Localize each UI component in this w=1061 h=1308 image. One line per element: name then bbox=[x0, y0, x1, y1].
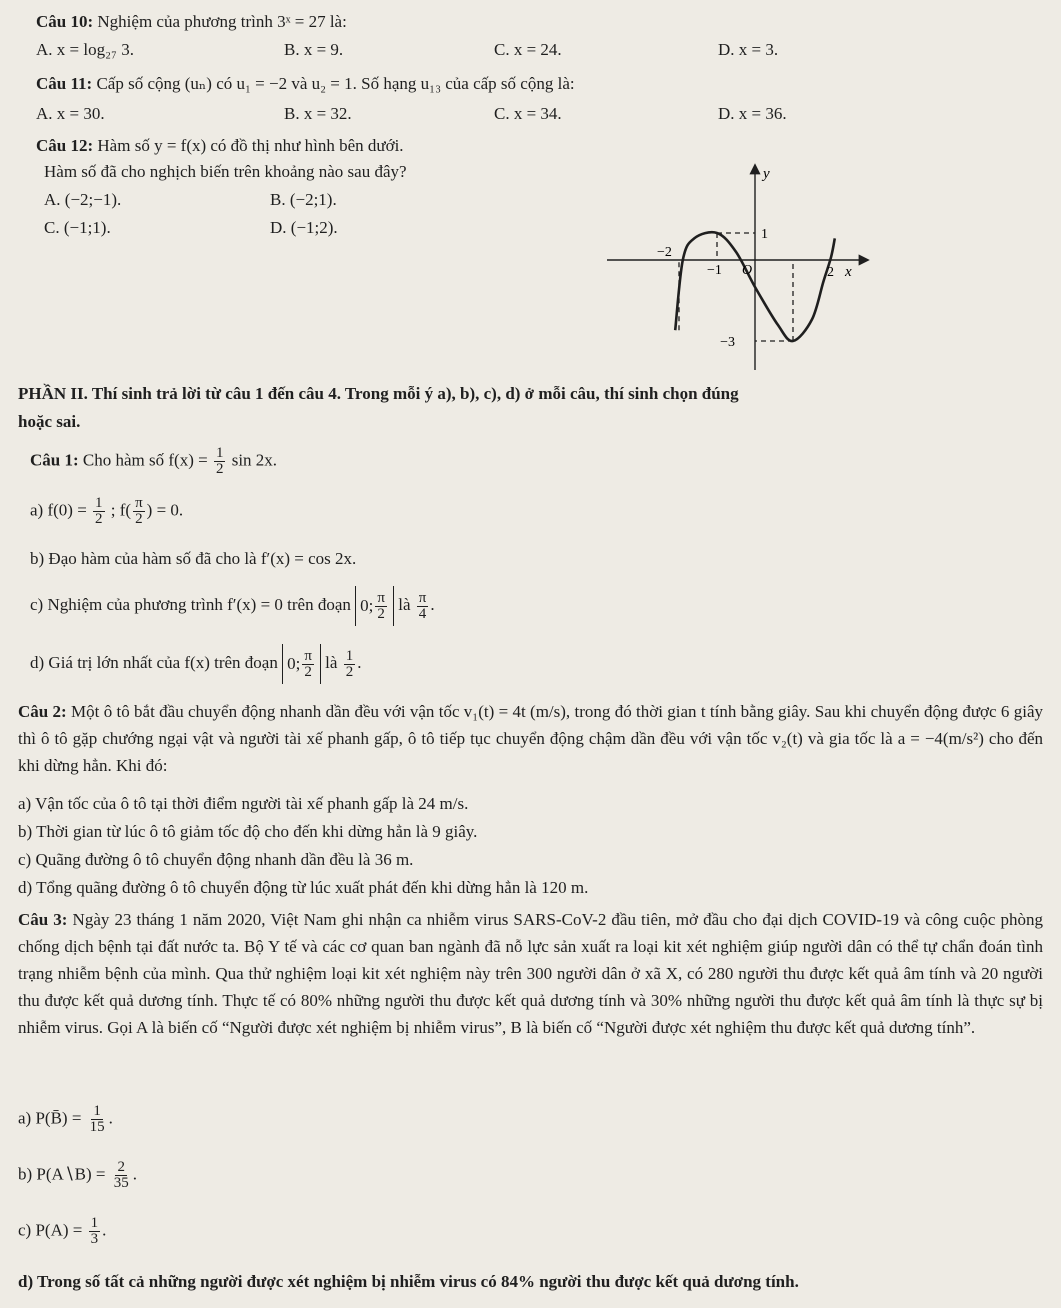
q10-option-c: C. x = 24. bbox=[494, 40, 562, 59]
frac-den: 2 bbox=[345, 663, 354, 680]
frac-den: 35 bbox=[113, 1175, 129, 1191]
frac-den: 2 bbox=[215, 461, 224, 477]
part2-title-cont: hoặc sai. bbox=[18, 412, 81, 431]
c3-label: Câu 3: bbox=[18, 910, 68, 929]
c2-a: a) Vận tốc của ô tô tại thời điểm người tài xế phanh gấp là 24 m/s. bbox=[18, 794, 469, 813]
c2-text: Một ô tô bắt đầu chuyển động nhanh dần đều với vận tốc v₁(t) = 4t (m/s), trong đó thời gian t tính bằng giây. Sau khi chuyển động được 6 giây thì ô tô gặp chướng ngại vật và người tài xế phanh gấp, ô tô tiếp tục chuyển động chậm dần đều với vận tốc v₂(t) và gia tốc là a = −4(m/s²) cho đến khi dừng hẳn. Khi đó: bbox=[18, 702, 1043, 775]
c3-b: b) P(A∖B) = $\frac{2}{35}$ . bbox=[18, 1159, 137, 1191]
frac-den: 2 bbox=[135, 511, 143, 527]
q11-stem bbox=[36, 74, 575, 94]
c3-text: Ngày 23 tháng 1 năm 2020, Việt Nam ghi nhận ca nhiễm virus SARS-CoV-2 đầu tiên, mở đầu cho đại dịch COVID-19 và công cuộc phòng chống dịch bệnh tại đất nước ta. Bộ Y tế và các cơ quan ban ngành đã nỗ lực sản xuất ra loại kit xét nghiệm giúp người dân có thể tự chẩn đoán tình trạng nhiễm bệnh của mình. Qua thử nghiệm loại kit xét nghiệm này trên 300 người dân ở xã X, có 280 người thu được kết quả âm tính và 20 người thu được kết quả dương tính. Thực tế có 80% những người thu được kết quả dương tính và 30% những người thu được kết quả âm tính là thực sự bị nhiễm virus. Gọi A là biến cố “Người được xét nghiệm bị nhiễm virus”, B là biến cố “Người được xét nghiệm thu được kết quả dương tính”. bbox=[18, 910, 1043, 1037]
c1-d-mid: là bbox=[325, 652, 338, 672]
c1-half-fraction bbox=[214, 446, 226, 477]
c1-c-mid: là bbox=[398, 594, 411, 614]
c1-a-pre: a) f(0) = bbox=[30, 500, 87, 520]
frac-num: 1 bbox=[90, 1215, 99, 1231]
c1-c-pre: c) Nghiệm của phương trình f′(x) = 0 trên đoạn bbox=[30, 594, 351, 614]
c1-stem bbox=[30, 446, 277, 477]
q11-option-a: A. x = 30. bbox=[36, 104, 105, 123]
frac-num: 1 bbox=[93, 1103, 101, 1119]
c2-c: c) Quãng đường ô tô chuyển động nhanh dần đều là 36 m. bbox=[18, 850, 414, 869]
c3-a: a) P(B̄) = $\frac{1}{15}$ . bbox=[18, 1103, 113, 1135]
q12-stem bbox=[36, 136, 404, 156]
c1-a-end: ) = 0. bbox=[146, 500, 184, 520]
frac-num: π bbox=[377, 589, 385, 606]
frac-num: 1 bbox=[95, 495, 103, 511]
origin-label: O bbox=[742, 263, 753, 278]
c3-paragraph bbox=[18, 906, 1043, 1041]
c3-b-pre: b) P(A∖B) = bbox=[18, 1164, 106, 1184]
function-graph bbox=[605, 160, 875, 380]
c2-paragraph bbox=[18, 698, 1043, 779]
c1-a-pi-half bbox=[133, 496, 145, 527]
c3-c-pre: c) P(A) = bbox=[18, 1220, 83, 1240]
frac-den: 3 bbox=[90, 1231, 99, 1247]
tick-label-1: 1 bbox=[761, 227, 768, 242]
c3-a-fraction bbox=[88, 1104, 107, 1135]
c1-b: b) Đạo hàm của hàm số đã cho là f′(x) = cos 2x. bbox=[30, 549, 357, 568]
frac-num: 1 bbox=[345, 647, 354, 664]
c3-c-fraction bbox=[89, 1216, 101, 1247]
c3-a-pre: a) P(B̄) = bbox=[18, 1108, 82, 1128]
y-axis-label: y bbox=[763, 166, 770, 182]
frac-num: π bbox=[304, 647, 312, 664]
c2-b: b) Thời gian từ lúc ô tô giảm tốc độ cho đến khi dừng hẳn là 9 giây. bbox=[18, 822, 478, 841]
interval-end bbox=[302, 649, 314, 680]
frac-den: 2 bbox=[377, 605, 385, 622]
c1-c: c) Nghiệm của phương trình f′(x) = 0 trên đoạn 0; $\frac{\pi}{2}$ là $\frac{\pi}{4}$ . bbox=[30, 586, 435, 626]
c1-c-interval bbox=[355, 586, 394, 626]
q10-text: Nghiệm của phương trình 3ˣ = 27 là: bbox=[97, 12, 347, 31]
q11-label: Câu 11: bbox=[36, 74, 93, 93]
q10-option-b: B. x = 9. bbox=[284, 40, 344, 59]
interval-start: 0; bbox=[360, 596, 374, 615]
c1-d: d) Giá trị lớn nhất của f(x) trên đoạn 0; $\frac{\pi}{2}$ là $\frac{1}{2}$ . bbox=[30, 644, 361, 684]
interval-start: 0; bbox=[287, 654, 301, 673]
c3-b-fraction bbox=[112, 1160, 131, 1191]
c1-a-half bbox=[93, 496, 105, 527]
q11-option-d: D. x = 36. bbox=[718, 104, 787, 123]
q10-label: Câu 10: bbox=[36, 12, 94, 31]
q12-option-c: C. (−1;1). bbox=[44, 218, 111, 237]
frac-den: 2 bbox=[95, 511, 103, 527]
q12-option-a: A. (−2;−1). bbox=[44, 190, 122, 209]
q11-option-c: C. x = 34. bbox=[494, 104, 562, 123]
q12-question: Hàm số đã cho nghịch biến trên khoảng nào sau đây? bbox=[44, 162, 407, 181]
c3-d: d) Trong số tất cả những người được xét nghiệm bị nhiễm virus có 84% người thu được kết quả dương tính. bbox=[18, 1272, 799, 1291]
c1-a-mid: ; f( bbox=[110, 500, 132, 520]
tick-label-minus-2: −2 bbox=[657, 245, 672, 260]
frac-num: π bbox=[135, 495, 143, 511]
c2-d: d) Tổng quãng đường ô tô chuyển động từ lúc xuất phát đến khi dừng hẳn là 120 m. bbox=[18, 878, 589, 897]
part2-title: PHẦN II. Thí sinh trả lời từ câu 1 đến câu 4. Trong mỗi ý a), b), c), d) ở mỗi câu, thí sinh chọn đúng bbox=[18, 384, 739, 403]
c1-d-answer bbox=[344, 649, 356, 680]
c3-c: c) P(A) = $\frac{1}{3}$ . bbox=[18, 1215, 107, 1247]
guide-lines bbox=[679, 233, 793, 341]
tick-label-2: 2 bbox=[827, 265, 834, 280]
tick-label-minus-1: −1 bbox=[707, 263, 722, 278]
q11-option-b: B. x = 32. bbox=[284, 104, 352, 123]
c1-a bbox=[30, 496, 183, 527]
interval-end bbox=[375, 591, 387, 622]
c1-stem-tail: sin 2x. bbox=[231, 450, 278, 470]
frac-den: 4 bbox=[418, 605, 427, 622]
x-axis-label: x bbox=[845, 264, 852, 280]
q12-option-b: B. (−2;1). bbox=[270, 190, 337, 209]
c1-d-pre: d) Giá trị lớn nhất của f(x) trên đoạn bbox=[30, 652, 278, 672]
frac-num: 1 bbox=[215, 445, 224, 461]
c1-c-answer bbox=[417, 591, 429, 622]
c2-label: Câu 2: bbox=[18, 702, 67, 721]
q12-text: Hàm số y = f(x) có đồ thị như hình bên dưới. bbox=[97, 136, 404, 155]
c1-d-interval bbox=[282, 644, 321, 684]
q12-label: Câu 12: bbox=[36, 136, 94, 155]
q10-option-d: D. x = 3. bbox=[718, 40, 779, 59]
frac-den: 2 bbox=[304, 663, 312, 680]
frac-num: 2 bbox=[117, 1159, 125, 1175]
q12-option-d: D. (−1;2). bbox=[270, 218, 338, 237]
q10-stem bbox=[36, 12, 347, 32]
tick-label-minus-3: −3 bbox=[720, 335, 736, 350]
q10-option-a: A. x = log₂₇ 3. bbox=[36, 40, 134, 59]
c1-label: Câu 1: bbox=[30, 450, 79, 470]
frac-num: π bbox=[418, 589, 427, 606]
q11-text: Cấp số cộng (uₙ) có u₁ = −2 và u₂ = 1. Số hạng u₁₃ của cấp số cộng là: bbox=[96, 74, 575, 93]
c1-stem-text: Cho hàm số f(x) = bbox=[82, 450, 208, 470]
frac-den: 15 bbox=[89, 1119, 105, 1135]
